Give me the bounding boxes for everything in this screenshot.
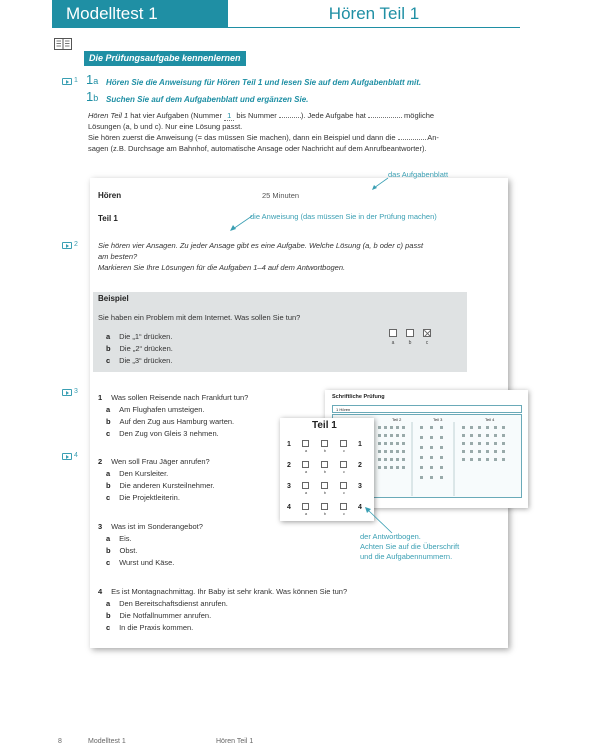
annotation-anweisung: die Anweisung (das müssen Sie in der Prüfung machen) [250, 212, 437, 221]
step-1b-number [86, 89, 98, 104]
book-icon [54, 38, 72, 50]
question-2 [98, 451, 215, 502]
row-number-left: 4 [287, 504, 291, 511]
checkbox-label: c [425, 340, 429, 346]
answer-checkbox[interactable] [340, 482, 347, 489]
annotation-arrow [370, 176, 390, 192]
checkbox-label: a [304, 490, 308, 495]
annotation-antwortbogen [360, 532, 459, 562]
question-3 [98, 516, 203, 567]
option-text: Die „3“ drücken. [119, 356, 173, 365]
instruction-line: Markieren Sie Ihre Lösungen für die Aufgaben 1–4 auf dem Antwortbogen. [98, 263, 346, 272]
step-1b-instruction: Suchen Sie auf dem Aufgabenblatt und ergänzen Sie. [106, 95, 309, 104]
option-letter: c [106, 356, 111, 365]
option-text: Am Flughafen umsteigen. [119, 405, 205, 414]
answer-checkbox[interactable] [302, 461, 309, 468]
fill-text-line: Lösungen (a, b und c). Nur eine Lösung passt. [88, 122, 243, 131]
example-title: Beispiel [98, 294, 129, 303]
fill-text-paragraph [88, 110, 528, 154]
answer-sheet-dot-grid [374, 422, 520, 496]
answer-sheet-col: Teil 3 [433, 417, 443, 422]
row-number-right: 3 [358, 483, 362, 490]
annotation-line: der Antwortbogen. [360, 532, 421, 541]
audio-track-number: 3 [74, 388, 78, 395]
step-1a-number [86, 72, 98, 87]
fill-text-part: ). Jede Aufgabe hat [300, 111, 368, 120]
example-checkbox-c-checked[interactable] [423, 329, 431, 337]
step-letter: b [93, 93, 99, 103]
checkbox-label: a [304, 469, 308, 474]
option-text: Die „1“ drücken. [119, 332, 173, 341]
answer-checkbox[interactable] [302, 482, 309, 489]
option-text: In die Praxis kommen. [119, 623, 194, 632]
question-4 [98, 581, 348, 632]
fill-text-part: Sie hören zuerst die Anweisung (= das müssen Sie machen), dann ein Beispiel und dann die [88, 133, 398, 142]
option-letter: b [106, 546, 111, 555]
example-checkbox-b[interactable] [406, 329, 414, 337]
audio-track-icon[interactable] [62, 78, 72, 85]
option-text: Den Kursleiter. [119, 469, 169, 478]
footer-right: Hören Teil 1 [216, 738, 254, 745]
checkbox-label: c [343, 490, 345, 495]
step-number: 1 [86, 72, 94, 87]
question-text: Was ist im Sonderangebot? [111, 522, 203, 531]
annotation-line: und die Aufgabennummern. [360, 552, 453, 561]
row-number-left: 2 [287, 462, 291, 469]
instruction-line: am besten? [98, 252, 138, 261]
gap-blank[interactable] [398, 133, 426, 140]
option-text: Die Notfallnummer anrufen. [119, 611, 212, 620]
header-left-title: Modelltest 1 [52, 0, 228, 28]
option-letter: b [106, 481, 111, 490]
checkbox-label: c [343, 448, 345, 453]
header-rule [228, 27, 520, 28]
answer-checkbox[interactable] [340, 440, 347, 447]
sheet-instruction [98, 240, 498, 273]
option-letter: a [106, 534, 111, 543]
option-text: Den Zug von Gleis 3 nehmen. [119, 429, 219, 438]
option-letter: b [106, 417, 111, 426]
option-letter: a [106, 599, 111, 608]
answer-checkbox[interactable] [321, 503, 328, 510]
option-letter: c [106, 429, 111, 438]
gap-filled: 1 [224, 111, 234, 121]
checkbox-label: b [323, 490, 327, 495]
annotation-arrow [228, 212, 254, 232]
answer-sheet-title: Schriftliche Prüfung [332, 394, 385, 400]
answer-checkbox[interactable] [302, 503, 309, 510]
question-number: 3 [98, 522, 103, 531]
checkbox-label: a [304, 448, 308, 453]
fill-text-part: mögliche [401, 111, 435, 120]
checkbox-label: c [343, 469, 345, 474]
answer-checkbox[interactable] [321, 461, 328, 468]
audio-track-icon[interactable] [62, 453, 72, 460]
answer-checkbox[interactable] [302, 440, 309, 447]
checkbox-label: b [323, 469, 327, 474]
question-number: 4 [98, 587, 103, 596]
audio-track-number: 4 [74, 452, 78, 459]
gap-blank[interactable] [368, 111, 402, 118]
header-right-title: Hören Teil 1 [328, 4, 420, 23]
sheet-part: Teil 1 [98, 214, 118, 223]
audio-track-icon[interactable] [62, 242, 72, 249]
answer-checkbox[interactable] [321, 482, 328, 489]
row-number-left: 1 [287, 441, 291, 448]
sheet-duration: 25 Minuten [262, 191, 300, 200]
answer-sheet-col: Teil 4 [485, 417, 495, 422]
step-letter: a [93, 76, 99, 86]
option-letter: c [106, 623, 111, 632]
fill-text-part: Hören Teil 1 [88, 111, 129, 120]
option-text: Auf den Zug aus Hamburg warten. [119, 417, 235, 426]
fill-text-line: sagen (z.B. Durchsage am Bahnhof, automatische Ansage oder Nachricht auf dem Anrufbeantworter). [88, 144, 427, 153]
annotation-line: Achten Sie auf die Überschrift [360, 542, 460, 551]
row-number-right: 1 [358, 441, 362, 448]
row-number-left: 3 [287, 483, 291, 490]
fill-text-part: An- [425, 133, 439, 142]
row-number-right: 2 [358, 462, 362, 469]
example-question: Sie haben ein Problem mit dem Internet. Was sollen Sie tun? [98, 313, 301, 322]
step-1a-instruction: Hören Sie die Anweisung für Hören Teil 1 und lesen Sie auf dem Aufgabenblatt mit. [106, 78, 422, 87]
option-letter: a [106, 469, 111, 478]
option-letter: a [106, 405, 111, 414]
audio-track-icon[interactable] [62, 389, 72, 396]
option-text: Eis. [119, 534, 132, 543]
instruction-line: Sie hören vier Ansagen. Zu jeder Ansage gibt es eine Aufgabe. Welche Lösung (a, b oder c) passt [98, 241, 424, 250]
question-text: Es ist Montagnachmittag. Ihr Baby ist sehr krank. Was können Sie tun? [111, 587, 348, 596]
gap-blank[interactable] [279, 111, 301, 118]
audio-track-number: 2 [74, 241, 78, 248]
question-1 [98, 387, 249, 438]
example-options [106, 326, 173, 365]
option-letter: c [106, 558, 111, 567]
option-text: Den Bereitschaftsdienst anrufen. [119, 599, 228, 608]
checkbox-label: c [343, 511, 345, 516]
answer-checkbox[interactable] [321, 440, 328, 447]
answer-teil1-title: Teil 1 [312, 420, 337, 431]
annotation-aufgabenblatt: das Aufgabenblatt [388, 170, 449, 179]
answer-checkbox[interactable] [340, 461, 347, 468]
option-text: Die Projektleiterin. [119, 493, 180, 502]
fill-text-part: hat vier Aufgaben (Nummer [128, 111, 225, 120]
annotation-arrow [362, 505, 396, 535]
option-letter: b [106, 344, 111, 353]
option-text: Die anderen Kursteilnehmer. [119, 481, 215, 490]
footer-left: Modelltest 1 [88, 738, 126, 745]
checkbox-label: a [391, 340, 395, 346]
checkbox-label: b [323, 511, 327, 516]
option-text: Die „2“ drücken. [119, 344, 173, 353]
answer-sheet-section: 1 Hören [332, 405, 522, 413]
row-number-right: 4 [358, 504, 362, 511]
option-letter: b [106, 611, 111, 620]
example-checkbox-a[interactable] [389, 329, 397, 337]
checkbox-label: a [304, 511, 308, 516]
option-letter: a [106, 332, 111, 341]
fill-text-part: bis Nummer [234, 111, 279, 120]
checkbox-label: b [408, 340, 412, 346]
answer-checkbox[interactable] [340, 503, 347, 510]
option-text: Obst. [119, 546, 138, 555]
answer-sheet-col: Teil 2 [392, 417, 402, 422]
question-number: 1 [98, 393, 103, 402]
task-banner: Die Prüfungsaufgabe kennenlernen [84, 51, 246, 66]
option-text: Wurst und Käse. [119, 558, 175, 567]
step-number: 1 [86, 89, 94, 104]
question-text: Was sollen Reisende nach Frankfurt tun? [111, 393, 249, 402]
question-number: 2 [98, 457, 103, 466]
sheet-section: Hören [98, 191, 122, 200]
audio-track-number: 1 [74, 77, 78, 84]
question-text: Wen soll Frau Jäger anrufen? [111, 457, 210, 466]
option-letter: c [106, 493, 111, 502]
footer-page-number: 8 [58, 738, 62, 745]
checkbox-label: b [323, 448, 327, 453]
